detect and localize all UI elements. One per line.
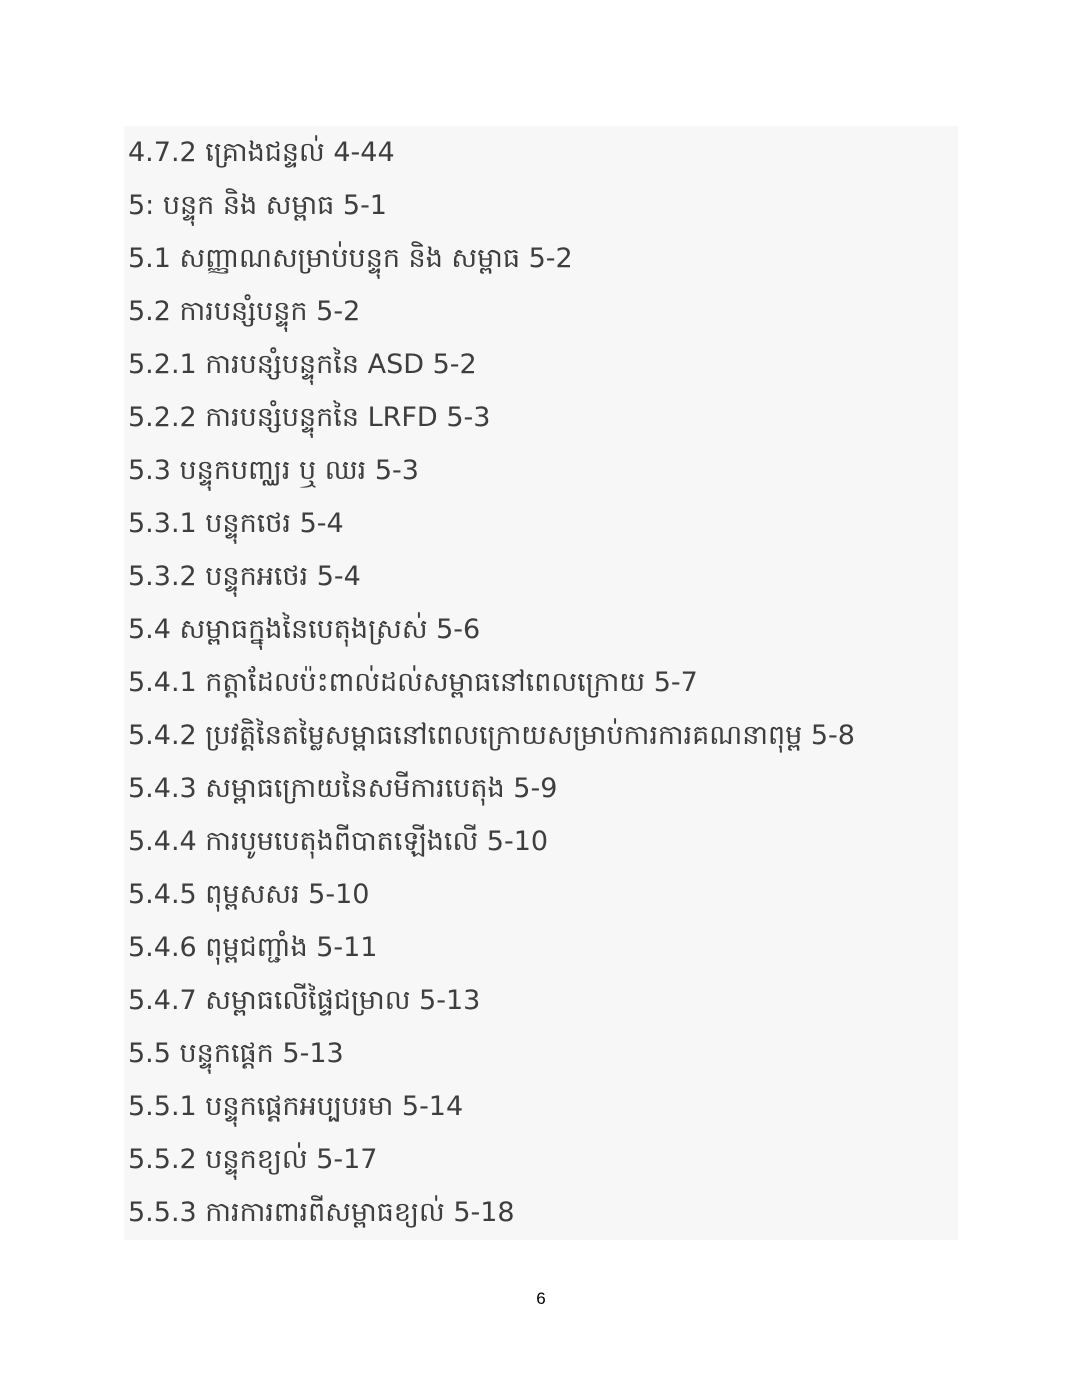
toc-entry-page: 5-4 (299, 508, 344, 539)
toc-entry-number: 5.4.6 (128, 932, 197, 963)
toc-entry (128, 1080, 954, 1133)
toc-entry-title: បន្ទុកផ្ដេក (179, 1038, 274, 1069)
toc-entry-number: 5: (128, 190, 155, 221)
toc-entry-page: 5-3 (446, 402, 491, 433)
toc-entry-number: 5.5.3 (128, 1197, 197, 1228)
toc-entry-number: 5.3.1 (128, 508, 197, 539)
toc-entry (128, 603, 954, 656)
toc-entry (128, 285, 954, 338)
toc-entry-title: គ្រោងជន្ទល់ (205, 137, 325, 168)
toc-entry-number: 5.3 (128, 455, 171, 486)
toc-entry-number: 5.4.4 (128, 826, 197, 857)
toc-entry-number: 5.2 (128, 296, 171, 327)
toc-entry-number: 5.5.2 (128, 1144, 197, 1175)
toc-entry-number: 5.1 (128, 243, 171, 274)
toc-entry-title: ការបន្សំបន្ទុក (179, 296, 308, 327)
toc-entry-page: 5-4 (316, 561, 361, 592)
toc-entry (128, 1027, 954, 1080)
toc-entry-number: 5.5 (128, 1038, 171, 1069)
toc-entry-number: 5.4 (128, 614, 171, 645)
toc-entry-title: ប្រវត្តិនៃតម្លៃសម្ពាធនៅពេលក្រោយសម្រាប់ការការគណនាពុម្ព (205, 720, 803, 751)
toc-entry-number: 5.4.1 (128, 667, 197, 698)
toc-entry-title: ការបន្សំបន្ទុកនៃ LRFD (205, 402, 438, 433)
toc-entry (128, 974, 954, 1027)
toc-entry-number: 5.3.2 (128, 561, 197, 592)
toc-entry-title: ពុម្ពសសរ (205, 879, 300, 910)
toc-entry-page: 5-14 (401, 1091, 464, 1122)
toc-entry (128, 126, 954, 179)
toc-entry-page: 5-2 (528, 243, 573, 274)
toc-entry-title: បន្ទុក និង សម្ពាធ (162, 190, 335, 221)
toc-entry (128, 1186, 954, 1239)
toc-entry (128, 656, 954, 709)
toc-entry-title: ការបូមបេតុងពីបាតឡើងលើ (205, 826, 479, 857)
toc-entry-page: 5-9 (513, 773, 558, 804)
toc-entry-title: សម្ពាធក្រោយនៃសមីការបេតុង (205, 773, 505, 804)
toc-entry-number: 5.4.5 (128, 879, 197, 910)
toc-panel (124, 126, 958, 1240)
toc-entry-page: 5-2 (432, 349, 477, 380)
toc-entry-page: 5-7 (653, 667, 698, 698)
toc-list (128, 126, 954, 1239)
toc-entry-page: 5-13 (419, 985, 481, 1016)
toc-entry (128, 550, 954, 603)
toc-entry-page: 5-13 (282, 1038, 344, 1069)
toc-entry-number: 5.4.7 (128, 985, 197, 1016)
page-number: 6 (536, 1289, 546, 1308)
toc-entry (128, 444, 954, 497)
toc-entry-number: 4.7.2 (128, 137, 197, 168)
toc-entry (128, 815, 954, 868)
toc-entry-title: បន្ទុកខ្យល់ (205, 1144, 308, 1175)
toc-entry-page: 4-44 (333, 137, 395, 168)
toc-entry-title: ការបន្សំបន្ទុកនៃ ASD (205, 349, 424, 380)
toc-entry-title: បន្ទុកផ្ដេកអប្បបរមា (205, 1091, 394, 1122)
toc-entry-page: 5-10 (486, 826, 549, 857)
toc-entry (128, 232, 954, 285)
toc-entry-title: សញ្ញាណសម្រាប់បន្ទុក និង សម្ពាធ (179, 243, 520, 274)
toc-entry-title: បន្ទុកអថេរ (205, 561, 309, 592)
toc-entry-number: 5.5.1 (128, 1091, 197, 1122)
toc-entry (128, 391, 954, 444)
toc-entry-page: 5-10 (308, 879, 370, 910)
toc-entry-page: 5-17 (316, 1144, 378, 1175)
toc-entry-page: 5-18 (453, 1197, 515, 1228)
toc-entry-page: 5-11 (316, 932, 378, 963)
toc-entry-page: 5-6 (436, 614, 481, 645)
toc-entry (128, 338, 954, 391)
toc-entry-page: 5-1 (342, 190, 387, 221)
toc-entry (128, 179, 954, 232)
toc-entry-title: បន្ទុកថេរ (205, 508, 291, 539)
toc-entry (128, 921, 954, 974)
toc-entry-title: សម្ពាធលើផ្ទៃជម្រាល (205, 985, 411, 1016)
toc-entry-page: 5-8 (810, 720, 855, 751)
toc-entry-title: កត្តាដែលប៉ះពាល់ដល់សម្ពាធនៅពេលក្រោយ (205, 667, 646, 698)
toc-entry-page: 5-2 (316, 296, 361, 327)
toc-entry-title: ការការពារពីសម្ពាធខ្យល់ (205, 1197, 445, 1228)
toc-entry-title: ពុម្ពជញ្ជាំង (205, 932, 308, 963)
toc-entry (128, 1133, 954, 1186)
toc-entry-number: 5.2.2 (128, 402, 197, 433)
toc-entry-number: 5.4.2 (128, 720, 197, 751)
toc-entry-title: សម្ពាធក្នុងនៃបេតុងស្រស់ (179, 614, 428, 645)
toc-entry (128, 868, 954, 921)
toc-entry (128, 709, 954, 762)
toc-entry-number: 5.4.3 (128, 773, 197, 804)
toc-entry-number: 5.2.1 (128, 349, 197, 380)
toc-entry (128, 762, 954, 815)
toc-entry (128, 497, 954, 550)
toc-entry-title: បន្ទុកបញ្ឈរ ឬ ឈរ (179, 455, 367, 486)
toc-entry-page: 5-3 (374, 455, 419, 486)
